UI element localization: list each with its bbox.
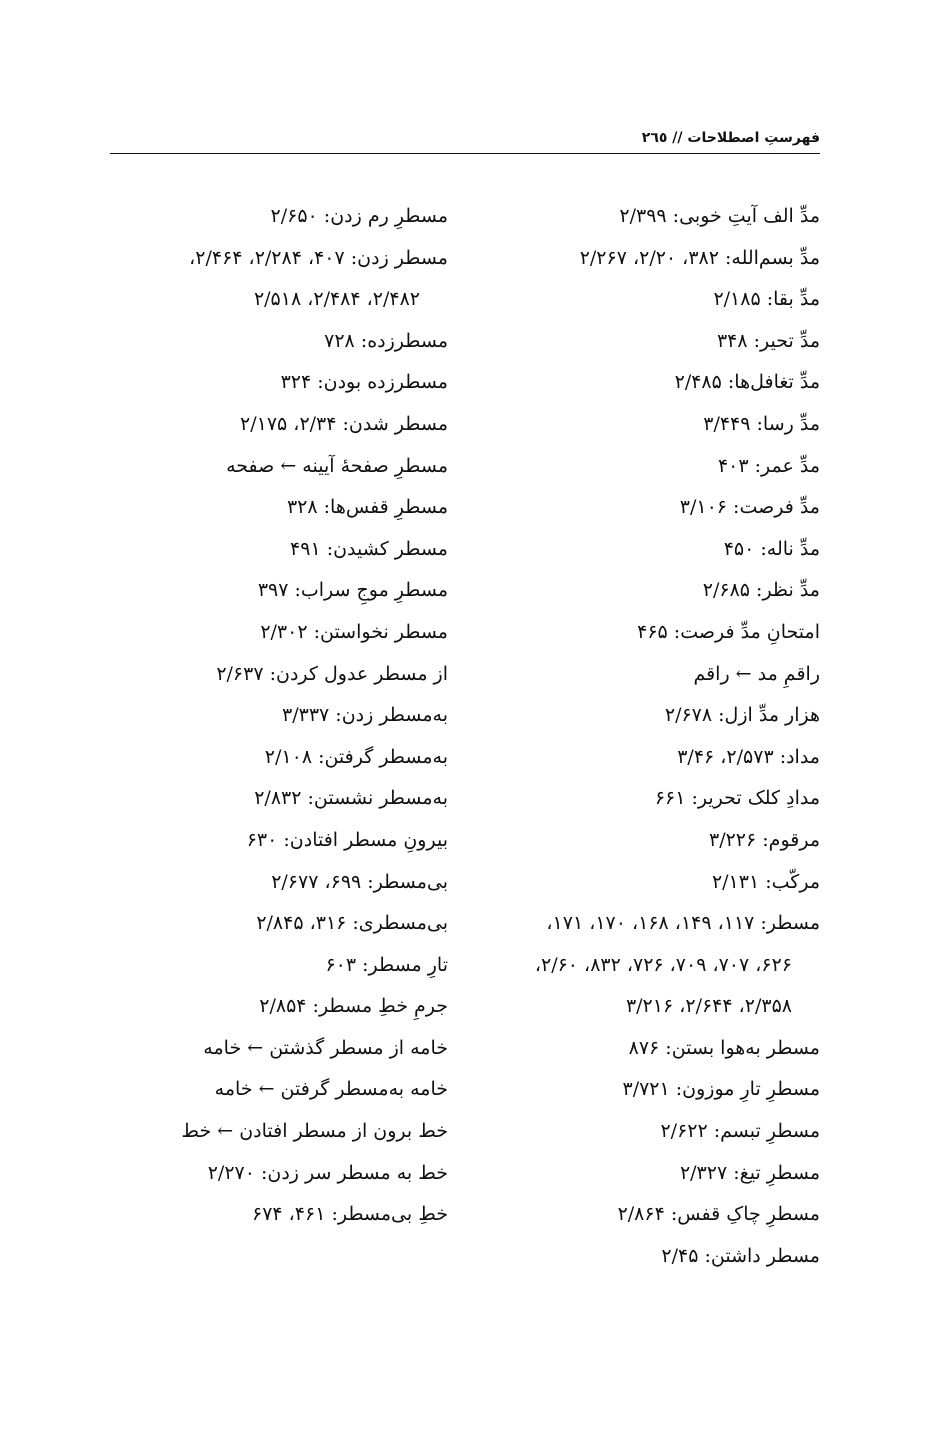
index-entry: از مسطر عدول کردن: ۲/۶۳۷ [216, 662, 448, 685]
index-entry: مدِّ نظر: ۲/۶۸۵ [702, 579, 820, 602]
index-entry-continuation: ۲/۴۸۲، ۲/۴۸۴، ۲/۵۱۸ [253, 288, 420, 311]
index-entry: مسطرزده بودن: ۳۲۴ [280, 371, 448, 394]
index-entry: خامه از مسطر گذشتن ← خامه [203, 1036, 448, 1059]
index-entry: مدِّ عمر: ۴۰۳ [717, 454, 820, 477]
index-entry: جرمِ خطِ مسطر: ۲/۸۵۴ [259, 995, 448, 1018]
index-entry: هزار مدِّ ازل: ۲/۶۷۸ [664, 704, 820, 727]
header-rule [110, 153, 820, 154]
index-entry: مسطرِ تارِ موزون: ۳/۷۲۱ [622, 1078, 820, 1101]
index-entry: بی‌مسطری: ۳۱۶، ۲/۸۴۵ [256, 912, 448, 935]
index-entry: خامه به‌مسطر گرفتن ← خامه [214, 1078, 448, 1101]
index-entry: مسطر زدن: ۴۰۷، ۲/۲۸۴، ۲/۴۶۴، [189, 246, 448, 269]
index-entry: مدِّ تغافل‌ها: ۲/۴۸۵ [674, 371, 820, 394]
index-entry: مسطر نخواستن: ۲/۳۰۲ [260, 620, 448, 643]
index-entry: امتحانِ مدِّ فرصت: ۴۶۵ [637, 620, 820, 643]
index-entry: مدِّ الف آیتِ خوبی: ۲/۳۹۹ [619, 205, 820, 227]
running-header [110, 124, 820, 152]
index-entry-continuation: ۶۲۶، ۷۰۷، ۷۰۹، ۷۲۶، ۸۳۲، ۲/۶۰، [534, 953, 792, 976]
index-entry-continuation: ۲/۳۵۸، ۲/۶۴۴، ۳/۲۱۶ [625, 995, 792, 1018]
index-entry: بی‌مسطر: ۶۹۹، ۲/۶۷۷ [271, 870, 448, 893]
index-entry: تارِ مسطر: ۶۰۳ [325, 953, 448, 976]
index-entry: مدِّ تحیر: ۳۴۸ [716, 329, 820, 352]
index-entry: مرقوم: ۳/۲۲۶ [709, 828, 820, 851]
index-entry: مدادِ کلک تحریر: ۶۶۱ [654, 787, 820, 810]
index-entry: خط برون از مسطر افتادن ← خط [181, 1120, 448, 1143]
index-entry: بیرونِ مسطر افتادن: ۶۳۰ [246, 828, 448, 851]
index-entry: مسطرِ تیغ: ۲/۳۲۷ [679, 1161, 820, 1184]
index-entry: مسطر شدن: ۲/۳۴، ۲/۱۷۵ [240, 412, 448, 435]
index-entry: مداد: ۲/۵۷۳، ۳/۴۶ [677, 745, 820, 768]
index-entry: مسطر داشتن: ۲/۴۵ [661, 1244, 820, 1267]
index-entry: مسطرِ موجِ سراب: ۳۹۷ [257, 579, 448, 602]
index-entry: خطِ بی‌مسطر: ۴۶۱، ۶۷۴ [251, 1203, 448, 1226]
index-entry: مسطر: ۱۱۷، ۱۴۹، ۱۶۸، ۱۷۰، ۱۷۱، [546, 912, 820, 935]
index-entry: به‌مسطر نشستن: ۲/۸۳۲ [254, 787, 448, 810]
index-entry: راقمِ مد ← راقم [693, 662, 820, 685]
index-entry: مدِّ ناله: ۴۵۰ [723, 537, 820, 560]
index-entry: مدِّ رسا: ۳/۴۴۹ [703, 412, 820, 435]
header-title: فهرستِ اصطلاحات [687, 130, 820, 146]
index-entry: مسطرِ تبسم: ۲/۶۲۲ [660, 1120, 820, 1143]
index-entry: مسطرِ قفس‌ها: ۳۲۸ [286, 496, 448, 519]
index-column-left [98, 196, 448, 1236]
index-entry: مدِّ بقا: ۲/۱۸۵ [713, 288, 820, 311]
header-separator: // [672, 130, 683, 146]
index-entry: مسطرِ چاکِ قفس: ۲/۸۶۴ [617, 1203, 820, 1226]
index-entry: به‌مسطر زدن: ۳/۳۳۷ [282, 704, 448, 727]
page-number: ۲٦٥ [641, 130, 668, 146]
index-entry: مدِّ بسم‌الله: ۳۸۲، ۲/۲۰، ۲/۲۶۷ [579, 246, 820, 269]
index-entry: مسطرِ رم زدن: ۲/۶۵۰ [270, 205, 448, 227]
index-entry: مسطر کشیدن: ۴۹۱ [290, 537, 448, 560]
index-entry: به‌مسطر گرفتن: ۲/۱۰۸ [264, 745, 448, 768]
index-entry: مدِّ فرصت: ۳/۱۰۶ [679, 496, 820, 519]
index-column-right [490, 196, 820, 1277]
index-entry: مسطر به‌هوا بستن: ۸۷۶ [628, 1036, 820, 1059]
index-entry: مسطرِ صفحهٔ آیینه ← صفحه [226, 454, 448, 477]
index-entry: مسطرزده: ۷۲۸ [324, 329, 448, 352]
index-entry: خط به مسطر سر زدن: ۲/۲۷۰ [207, 1161, 448, 1184]
index-entry: مرکّب: ۲/۱۳۱ [711, 870, 820, 893]
